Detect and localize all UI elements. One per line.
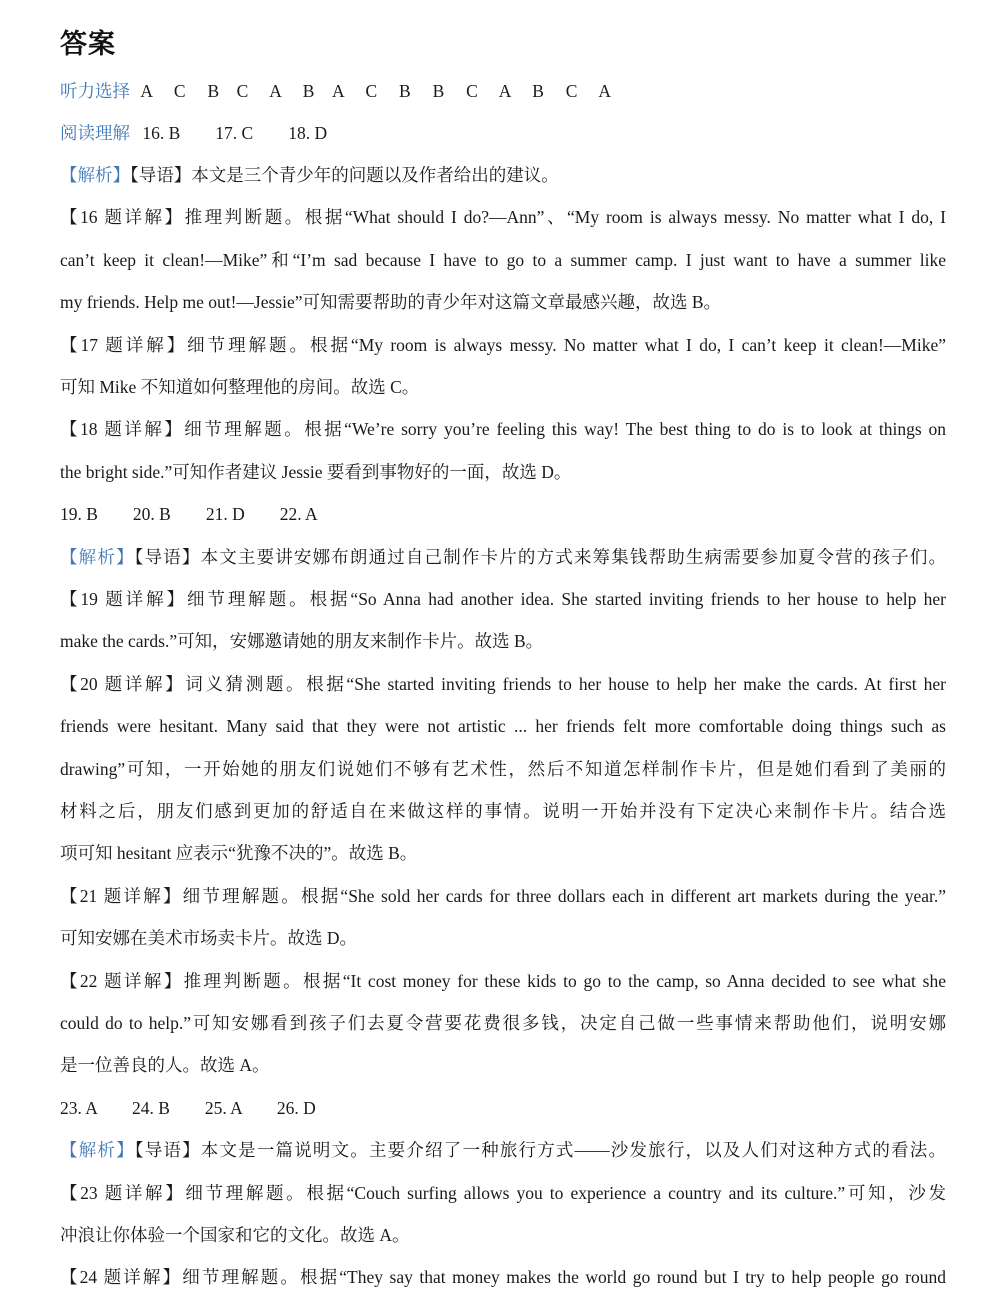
line-text: 【18 题详解】细节理解题。根据“We’re sorry you’re feeling this way! The best thing to do is to look at things on bbox=[60, 419, 946, 440]
text-line bbox=[60, 1002, 946, 1044]
line-text: 【17 题详解】细节理解题。根据“My room is always messy. No matter what I do, I can’t keep it clean!—Mike” bbox=[60, 334, 946, 355]
listening-row bbox=[60, 70, 946, 112]
line-text: 材料之后，朋友们感到更加的舒适自在来做这样的事情。说明一开始并没有下定决心来制作卡片。结合选 bbox=[60, 801, 946, 821]
listening-answers: A C B C A B A C B B C A B C A bbox=[140, 81, 612, 101]
text-line bbox=[60, 875, 946, 917]
text-line bbox=[60, 366, 946, 408]
line-text: 【19 题详解】细节理解题。根据“So Anna had another idea. She started inviting friends to her house to help her bbox=[60, 589, 946, 609]
text-line bbox=[60, 748, 946, 790]
line-text: can’t keep it clean!—Mike”和“I’m sad because I have to go to a summer camp. I just want to have a summer like bbox=[60, 249, 946, 270]
line-text: drawing”可知，一开始她的朋友们说她们不够有艺术性，然后不知道怎样制作卡片，但是她们看到了美丽的 bbox=[60, 758, 946, 779]
text-line bbox=[60, 154, 946, 196]
text-line bbox=[60, 1172, 946, 1214]
line-text: 【20 题详解】词义猜测题。根据“She started inviting friends to her house to help her make the cards. At first her bbox=[60, 673, 946, 694]
text-line bbox=[60, 536, 946, 578]
line-text: make the cards.”可知，安娜邀请她的朋友来制作卡片。故选 B。 bbox=[60, 631, 544, 652]
text-line bbox=[60, 578, 946, 620]
line-text: 可知安娜在美术市场卖卡片。故选 D。 bbox=[60, 928, 358, 949]
line-text: 是一位善良的人。故选 A。 bbox=[60, 1055, 270, 1076]
line-text: could do to help.”可知安娜看到孩子们去夏令营要花费很多钱，决定自己做一些事情来帮助他们，说明安娜 bbox=[60, 1013, 946, 1033]
text-line bbox=[60, 1087, 946, 1129]
reading-row bbox=[60, 112, 946, 154]
line-text: 可知 Mike 不知道如何整理他的房间。故选 C。 bbox=[60, 377, 420, 397]
line-text: 【23 题详解】细节理解题。根据“Couch surfing allows you to experience a country and its culture.”可知，沙发 bbox=[60, 1182, 946, 1203]
line-text: 【导语】本文是一篇说明文。主要介绍了一种旅行方式——沙发旅行，以及人们对这种方式的看法。 bbox=[134, 1140, 946, 1161]
text-line bbox=[60, 493, 946, 535]
line-text: 【导语】本文是三个青少年的问题以及作者给出的建议。 bbox=[130, 165, 559, 185]
text-line bbox=[60, 705, 946, 747]
analysis-tag: 【解析】 bbox=[60, 165, 130, 185]
line-text: 【21 题详解】细节理解题。根据“She sold her cards for three dollars each in different art markets during the year.” bbox=[60, 885, 946, 906]
line-text: 【24 题详解】细节理解题。根据“They say that money makes the world go round but I try to help people go round bbox=[60, 1267, 946, 1288]
text-line bbox=[60, 917, 946, 959]
line-text: 冲浪让你体验一个国家和它的文化。故选 A。 bbox=[60, 1225, 410, 1245]
line-text: my friends. Help me out!—Jessie”可知需要帮助的青少年对这篇文章最感兴趣，故选 B。 bbox=[60, 292, 722, 313]
text-line bbox=[60, 451, 946, 493]
text-line bbox=[60, 196, 946, 238]
analysis-tag: 【解析】 bbox=[60, 1140, 135, 1161]
line-text: 19. B 20. B 21. D 22. A bbox=[60, 504, 318, 525]
line-text: 23. A 24. B 25. A 26. D bbox=[60, 1097, 316, 1118]
text-line bbox=[60, 960, 946, 1002]
page-title: 答案 bbox=[60, 29, 116, 60]
line-text: friends were hesitant. Many said that they were not artistic ... her friends felt more comfortable doing things such as bbox=[60, 716, 946, 737]
text-line bbox=[60, 1044, 946, 1086]
text-line bbox=[60, 1129, 946, 1171]
text-line bbox=[60, 239, 946, 281]
line-text: 【导语】本文主要讲安娜布朗通过自己制作卡片的方式来筹集钱帮助生病需要参加夏令营的孩子们。 bbox=[134, 546, 946, 567]
text-line bbox=[60, 663, 946, 705]
text-line bbox=[60, 832, 946, 874]
text-line bbox=[60, 790, 946, 832]
line-text: the bright side.”可知作者建议 Jessie 要看到事物好的一面，故选 D。 bbox=[60, 461, 572, 482]
listening-label: 听力选择 bbox=[60, 81, 130, 101]
text-line bbox=[60, 324, 946, 366]
reading-label: 阅读理解 bbox=[60, 123, 130, 143]
text-line bbox=[60, 620, 946, 662]
text-line bbox=[60, 1256, 946, 1298]
line-text: 【22 题详解】推理判断题。根据“It cost money for these kids to go to the camp, so Anna decided to see what she bbox=[60, 970, 946, 991]
analysis-tag: 【解析】 bbox=[60, 546, 135, 567]
text-line bbox=[60, 281, 946, 323]
reading-answers-1: 16. B 17. C 18. D bbox=[142, 123, 328, 143]
text-line bbox=[60, 408, 946, 450]
text-line bbox=[60, 1214, 946, 1256]
line-text: 【16 题详解】推理判断题。根据“What should I do?—Ann”、“My room is always messy. No matter what I do, I bbox=[60, 207, 946, 228]
line-text: 项可知 hesitant 应表示“犹豫不决的”。故选 B。 bbox=[60, 843, 418, 864]
